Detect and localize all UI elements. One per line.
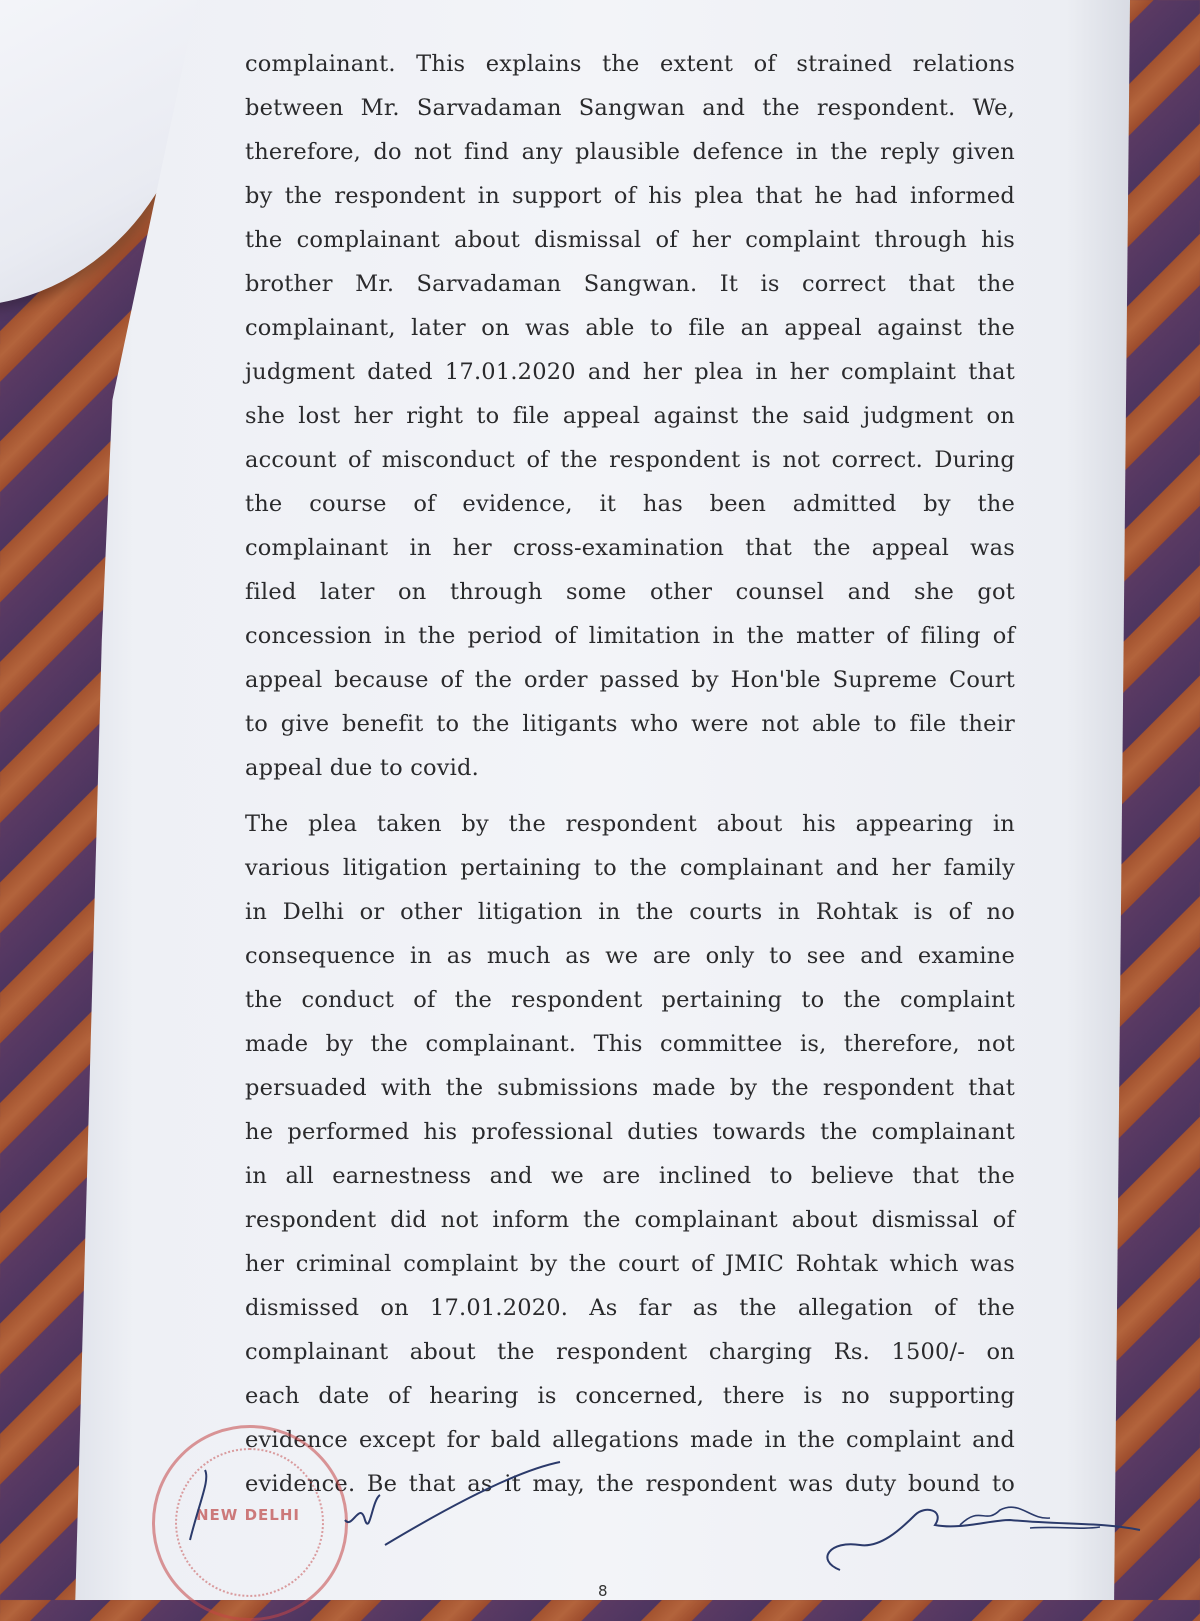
text-line: complainant about the respondent charging Rs. 1500/- on xyxy=(245,1339,1015,1365)
text-line: judgment dated 17.01.2020 and her plea in her complaint that xyxy=(245,359,1015,385)
text-line: persuaded with the submissions made by the respondent that xyxy=(245,1075,1015,1101)
text-line: The plea taken by the respondent about his appearing in xyxy=(245,811,1015,837)
text-line: in Delhi or other litigation in the courts in Rohtak is of no xyxy=(245,899,1015,925)
text-line: between Mr. Sarvadaman Sangwan and the respondent. We, xyxy=(245,95,1015,121)
text-line: complainant, later on was able to file an appeal against the xyxy=(245,315,1015,341)
text-line: therefore, do not find any plausible defence in the reply given xyxy=(245,139,1015,165)
text-line: dismissed on 17.01.2020. As far as the allegation of the xyxy=(245,1295,1015,1321)
text-line: in all earnestness and we are inclined to believe that the xyxy=(245,1163,1015,1189)
signature-left xyxy=(190,1462,560,1545)
signature-scribble xyxy=(960,1507,1100,1528)
text-line: evidence except for bald allegations made in the complaint and xyxy=(245,1427,1015,1453)
text-line: the course of evidence, it has been admitted by the xyxy=(245,491,1015,517)
text-line: various litigation pertaining to the complainant and her family xyxy=(245,855,1015,881)
text-line: he performed his professional duties towards the complainant xyxy=(245,1119,1015,1145)
text-line: her criminal complaint by the court of JMIC Rohtak which was xyxy=(245,1251,1015,1277)
text-line: by the respondent in support of his plea that he had informed xyxy=(245,183,1015,209)
text-line: she lost her right to file appeal against the said judgment on xyxy=(245,403,1015,429)
text-line: appeal due to covid. xyxy=(245,755,480,781)
text-line: concession in the period of limitation in the matter of filing of xyxy=(245,623,1015,649)
seal-city-text: NEW DELHI xyxy=(196,1506,300,1524)
signature-right xyxy=(827,1510,1140,1570)
text-line: appeal because of the order passed by Hon'ble Supreme Court xyxy=(245,667,1015,693)
text-line: account of misconduct of the respondent is not correct. During xyxy=(245,447,1015,473)
text-line: each date of hearing is concerned, there is no supporting xyxy=(245,1383,1015,1409)
text-line: evidence. Be that as it may, the respondent was duty bound to xyxy=(245,1471,1015,1497)
text-line: complainant. This explains the extent of strained relations xyxy=(245,51,1015,77)
page-number: 8 xyxy=(598,1582,608,1600)
text-line: respondent did not inform the complainant about dismissal of xyxy=(245,1207,1015,1233)
text-line: brother Mr. Sarvadaman Sangwan. It is correct that the xyxy=(245,271,1015,297)
text-line: consequence in as much as we are only to see and examine xyxy=(245,943,1015,969)
text-line: filed later on through some other counsel and she got xyxy=(245,579,1015,605)
text-line: made by the complainant. This committee is, therefore, not xyxy=(245,1031,1015,1057)
text-line: to give benefit to the litigants who were not able to file their xyxy=(245,711,1015,737)
text-line: the complainant about dismissal of her complaint through his xyxy=(245,227,1015,253)
text-line: complainant in her cross-examination that the appeal was xyxy=(245,535,1015,561)
text-line: the conduct of the respondent pertaining to the complaint xyxy=(245,987,1015,1013)
